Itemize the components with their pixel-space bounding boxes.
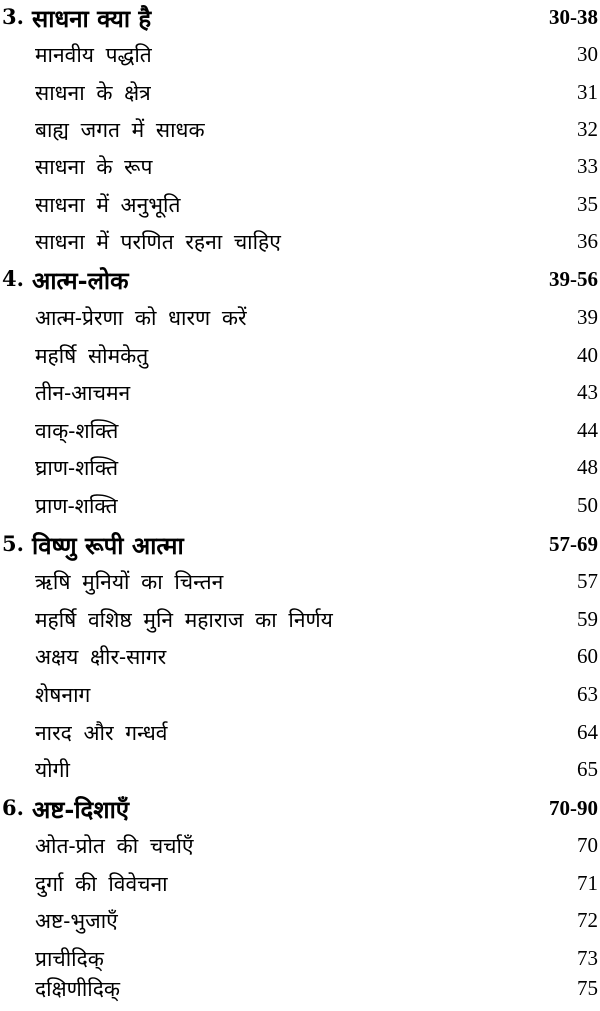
- toc-entry: [0, 490, 600, 528]
- entry-page: 63: [577, 682, 598, 706]
- toc-entry: [0, 754, 600, 792]
- toc-entry: [0, 377, 600, 415]
- toc-entry: [0, 905, 600, 943]
- entry-title: साधना के रूप: [35, 155, 153, 179]
- toc-entry: [0, 151, 600, 189]
- chapter-heading-4: [0, 264, 600, 302]
- chapter-page-range: 39-56: [549, 267, 598, 291]
- entry-title: साधना में परणित रहना चाहिए: [35, 230, 281, 254]
- entry-page: 71: [577, 871, 598, 895]
- toc-entry: [0, 679, 600, 717]
- entry-page: 59: [577, 607, 598, 631]
- chapter-heading-3: [0, 2, 600, 40]
- entry-title: साधना में अनुभूति: [35, 193, 181, 217]
- toc-entry: [0, 604, 600, 642]
- toc-entry: [0, 415, 600, 453]
- entry-title: दक्षिणीदिक्: [35, 977, 120, 1001]
- entry-title: नारद और गन्धर्व: [35, 721, 168, 745]
- entry-title: मानवीय पद्धति: [35, 43, 152, 67]
- toc-entry: [0, 226, 600, 264]
- entry-title: योगी: [35, 758, 70, 782]
- entry-page: 70: [577, 833, 598, 857]
- entry-page: 39: [577, 305, 598, 329]
- entry-page: 33: [577, 154, 598, 178]
- entry-page: 64: [577, 720, 598, 744]
- toc-entry: [0, 189, 600, 227]
- entry-page: 48: [577, 455, 598, 479]
- entry-page: 57: [577, 569, 598, 593]
- entry-page: 30: [577, 42, 598, 66]
- chapter-page-range: 30-38: [549, 5, 598, 29]
- entry-title: ऋषि मुनियों का चिन्तन: [35, 570, 224, 594]
- entry-title: वाक्-शक्ति: [35, 419, 119, 443]
- toc-entry: [0, 114, 600, 152]
- entry-page: 60: [577, 644, 598, 668]
- toc-entry: [0, 566, 600, 604]
- entry-title: बाह्य जगत में साधक: [35, 118, 205, 142]
- entry-title: महर्षि वशिष्ठ मुनि महाराज का निर्णय: [35, 608, 333, 632]
- toc-entry: [0, 340, 600, 378]
- entry-page: 40: [577, 343, 598, 367]
- chapter-page-range: 57-69: [549, 532, 598, 556]
- entry-page: 35: [577, 192, 598, 216]
- entry-page: 65: [577, 757, 598, 781]
- toc-entry: [0, 830, 600, 868]
- chapter-title: विष्णु रूपी आत्मा: [32, 531, 184, 560]
- entry-title: शेषनाग: [35, 683, 91, 707]
- toc-entry: [0, 641, 600, 679]
- toc-entry: [0, 77, 600, 115]
- toc-entry: [0, 868, 600, 906]
- chapter-title: आत्म-लोक: [32, 266, 129, 295]
- chapter-page-range: 70-90: [549, 796, 598, 820]
- entry-title: महर्षि सोमकेतु: [35, 344, 149, 368]
- entry-page: 43: [577, 380, 598, 404]
- entry-page: 31: [577, 80, 598, 104]
- entry-page: 36: [577, 229, 598, 253]
- entry-title: तीन-आचमन: [35, 381, 131, 405]
- entry-page: 75: [577, 976, 598, 1000]
- toc-entry: [0, 452, 600, 490]
- chapter-number: 6.: [2, 795, 24, 820]
- chapter-number: 5.: [2, 531, 24, 556]
- entry-title: साधना के क्षेत्र: [35, 81, 151, 105]
- chapter-heading-5: [0, 529, 600, 567]
- entry-title: ओत-प्रोत की चर्चाएँ: [35, 834, 194, 858]
- entry-title: दुर्गा की विवेचना: [35, 872, 168, 896]
- chapter-number: 3.: [2, 4, 24, 29]
- chapter-title: साधना क्या है: [32, 4, 152, 33]
- entry-page: 72: [577, 908, 598, 932]
- entry-title: अष्ट-भुजाएँ: [35, 909, 118, 933]
- chapter-title: अष्ट-दिशाएँ: [32, 795, 130, 824]
- entry-page: 73: [577, 946, 598, 970]
- entry-title: प्राचीदिक्: [35, 947, 104, 971]
- toc-entry: [0, 302, 600, 340]
- entry-page: 32: [577, 117, 598, 141]
- entry-title: आत्म-प्रेरणा को धारण करें: [35, 306, 247, 330]
- chapter-number: 4.: [2, 266, 24, 291]
- entry-page: 44: [577, 418, 598, 442]
- toc-entry: [0, 39, 600, 77]
- entry-title: अक्षय क्षीर-सागर: [35, 645, 167, 669]
- toc-entry: [0, 973, 600, 1011]
- entry-title: प्राण-शक्ति: [35, 494, 118, 518]
- chapter-heading-6: [0, 793, 600, 831]
- entry-page: 50: [577, 493, 598, 517]
- entry-title: घ्राण-शक्ति: [35, 456, 119, 480]
- toc-entry: [0, 717, 600, 755]
